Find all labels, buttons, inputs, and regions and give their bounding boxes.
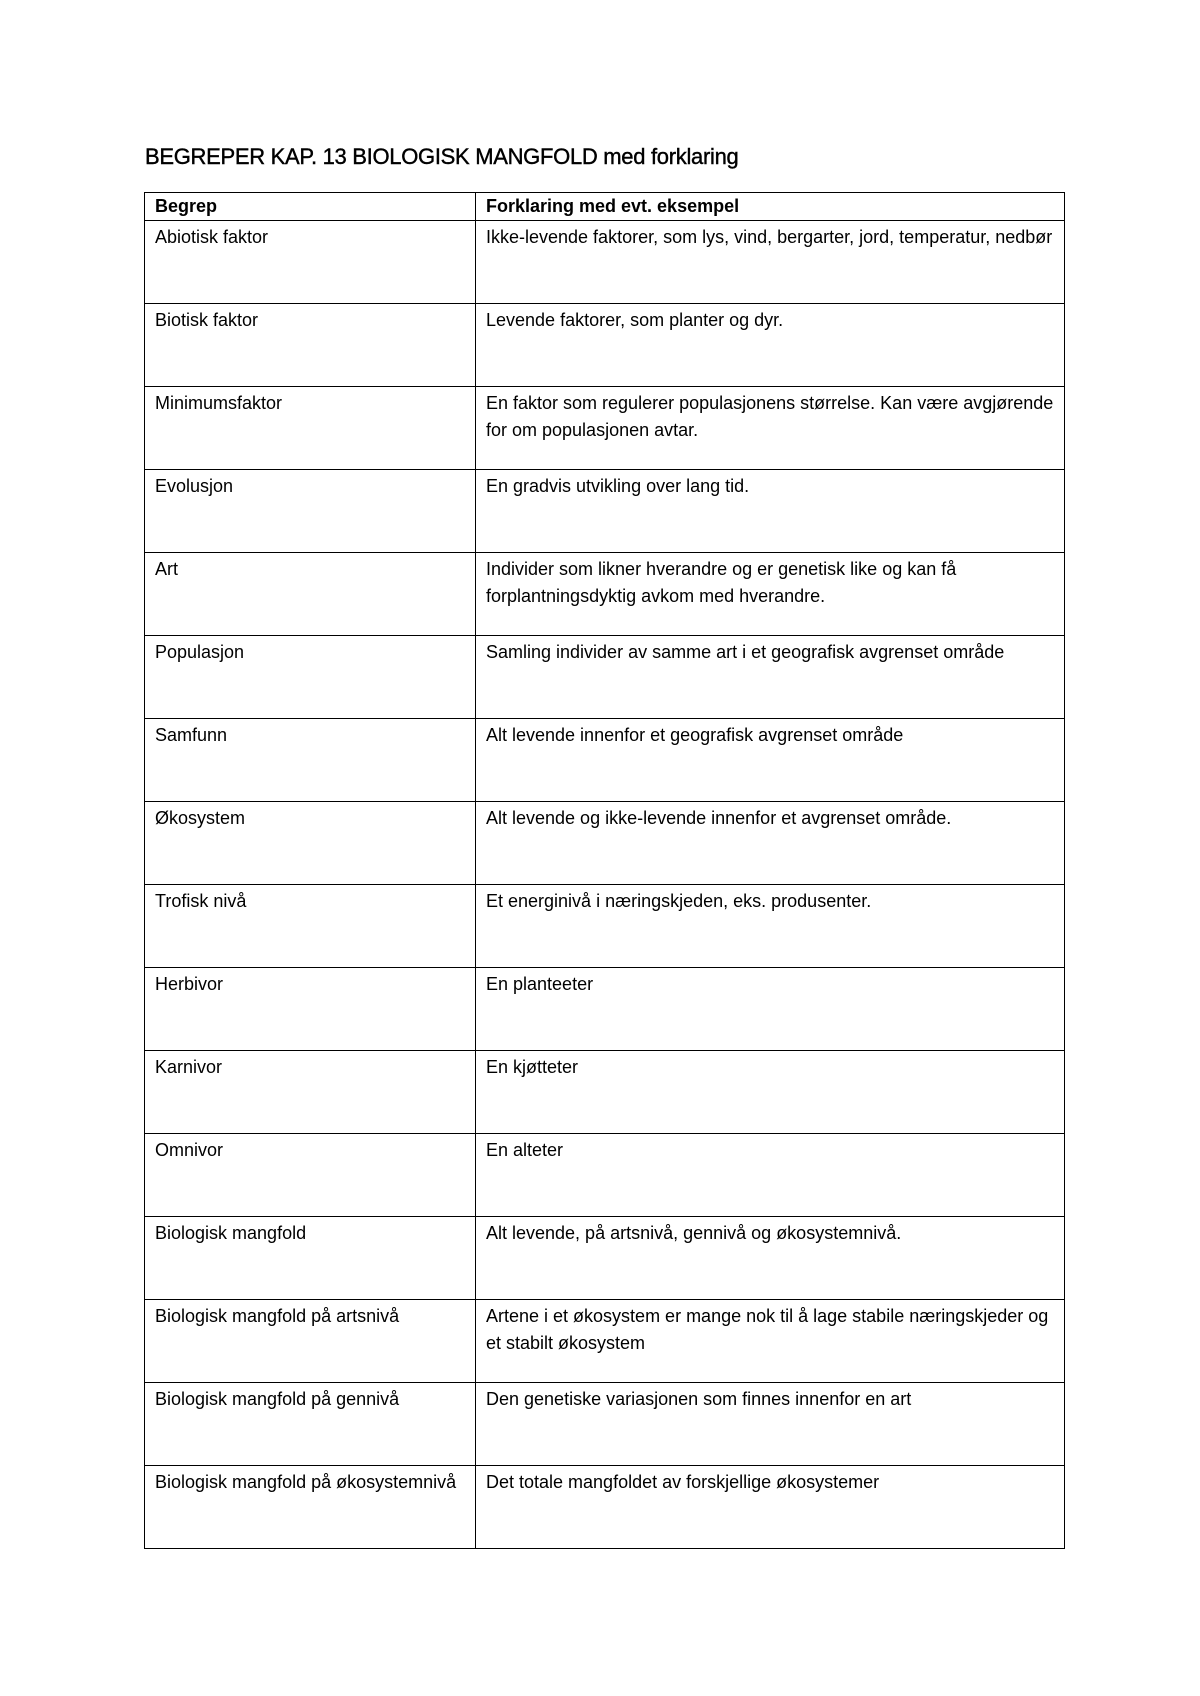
term-cell: Biologisk mangfold på artsnivå xyxy=(145,1300,476,1383)
table-row xyxy=(145,719,1065,802)
column-header-term: Begrep xyxy=(145,193,476,221)
table-row xyxy=(145,1134,1065,1217)
table-row xyxy=(145,470,1065,553)
terms-table-body xyxy=(145,221,1065,1549)
explanation-cell: Alt levende, på artsnivå, gennivå og økosystemnivå. xyxy=(476,1217,1065,1300)
explanation-cell: Levende faktorer, som planter og dyr. xyxy=(476,304,1065,387)
table-row xyxy=(145,968,1065,1051)
explanation-cell: Alt levende innenfor et geografisk avgrenset område xyxy=(476,719,1065,802)
term-cell: Populasjon xyxy=(145,636,476,719)
term-cell: Biologisk mangfold xyxy=(145,1217,476,1300)
term-cell: Trofisk nivå xyxy=(145,885,476,968)
term-cell: Art xyxy=(145,553,476,636)
table-row xyxy=(145,1217,1065,1300)
explanation-cell: Artene i et økosystem er mange nok til å lage stabile næringskjeder og et stabilt økosystem xyxy=(476,1300,1065,1383)
term-cell: Herbivor xyxy=(145,968,476,1051)
page-title: BEGREPER KAP. 13 BIOLOGISK MANGFOLD med forklaring xyxy=(145,144,739,169)
explanation-cell: Ikke-levende faktorer, som lys, vind, bergarter, jord, temperatur, nedbør xyxy=(476,221,1065,304)
table-row xyxy=(145,387,1065,470)
column-header-explanation: Forklaring med evt. eksempel xyxy=(476,193,1065,221)
table-row xyxy=(145,1466,1065,1549)
term-cell: Biologisk mangfold på gennivå xyxy=(145,1383,476,1466)
explanation-cell: En alteter xyxy=(476,1134,1065,1217)
explanation-cell: En faktor som regulerer populasjonens størrelse. Kan være avgjørende for om populasjonen avtar. xyxy=(476,387,1065,470)
table-row xyxy=(145,885,1065,968)
table-header-row xyxy=(145,193,1065,221)
explanation-cell: Samling individer av samme art i et geografisk avgrenset område xyxy=(476,636,1065,719)
term-cell: Økosystem xyxy=(145,802,476,885)
table-row xyxy=(145,1383,1065,1466)
explanation-cell: Individer som likner hverandre og er genetisk like og kan få forplantningsdyktig avkom med hverandre. xyxy=(476,553,1065,636)
terms-table xyxy=(144,192,1065,1549)
term-cell: Biotisk faktor xyxy=(145,304,476,387)
table-row xyxy=(145,304,1065,387)
explanation-cell: Den genetiske variasjonen som finnes innenfor en art xyxy=(476,1383,1065,1466)
table-row xyxy=(145,1051,1065,1134)
explanation-cell: Et energinivå i næringskjeden, eks. produsenter. xyxy=(476,885,1065,968)
term-cell: Evolusjon xyxy=(145,470,476,553)
term-cell: Abiotisk faktor xyxy=(145,221,476,304)
term-cell: Minimumsfaktor xyxy=(145,387,476,470)
table-row xyxy=(145,636,1065,719)
explanation-cell: Alt levende og ikke-levende innenfor et avgrenset område. xyxy=(476,802,1065,885)
table-row xyxy=(145,221,1065,304)
table-row xyxy=(145,1300,1065,1383)
table-row xyxy=(145,802,1065,885)
explanation-cell: Det totale mangfoldet av forskjellige økosystemer xyxy=(476,1466,1065,1549)
term-cell: Samfunn xyxy=(145,719,476,802)
explanation-cell: En planteeter xyxy=(476,968,1065,1051)
term-cell: Karnivor xyxy=(145,1051,476,1134)
explanation-cell: En kjøtteter xyxy=(476,1051,1065,1134)
term-cell: Omnivor xyxy=(145,1134,476,1217)
term-cell: Biologisk mangfold på økosystemnivå xyxy=(145,1466,476,1549)
explanation-cell: En gradvis utvikling over lang tid. xyxy=(476,470,1065,553)
table-row xyxy=(145,553,1065,636)
